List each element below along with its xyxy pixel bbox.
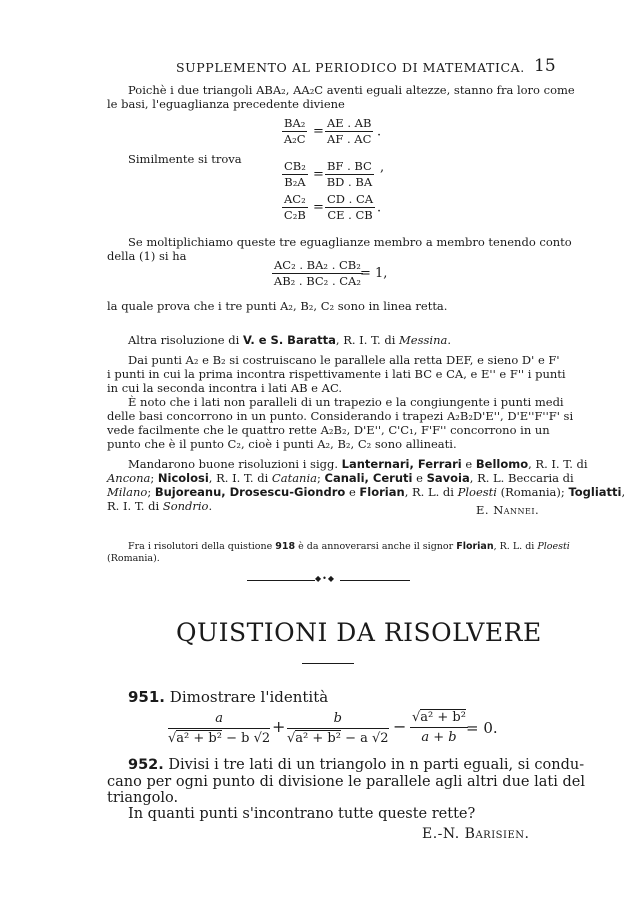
question-952-line-2: cano per ogni punto di divisione le parallele agli altri due lati del: [107, 774, 585, 790]
intro-line-2: le basi, l'eguaglianza precedente diviene: [107, 97, 345, 111]
conclusion-text: la quale prova che i tre punti A₂, B₂, C₂ sono in linea retta.: [107, 299, 448, 313]
solvers-line-4: R. I. T. di Sondrio.: [107, 499, 213, 513]
multiply-line-2: della (1) si ha: [107, 249, 187, 263]
running-header: SUPPLEMENTO AL PERIODICO DI MATEMATICA.: [176, 60, 525, 75]
section-title-rule: [302, 663, 354, 664]
question-952-line-4: In quanti punti s'incontrano tutte queste rette?: [128, 806, 476, 822]
section-title: QUISTIONI DA RISOLVERE: [176, 618, 542, 647]
solvers-line-2: Ancona; Nicolosi, R. I. T. di Catania; Canali, Ceruti e Savoia, R. L. Beccaria di: [107, 471, 574, 485]
paragraph-1-line-1: Dai punti A₂ e B₂ si costruiscano le parallele alla retta DEF, e sieno D' e F': [128, 353, 560, 367]
paragraph-2-line-2: delle basi concorrono in un punto. Considerando i trapezi A₂B₂D'E'', D'E''F''F' si: [107, 409, 574, 423]
question-952-line-1: 952. Divisi i tre lati di un triangolo in n parti eguali, si condu-: [128, 757, 585, 773]
solvers-line-3: Milano; Bujoreanu, Drosescu-Giondro e Florian, R. L. di Ploesti (Romania); Togliatti,: [107, 485, 626, 499]
note-line-1: Fra i risolutori della quistione 918 è da annoverarsi anche il signor Florian, R. L. di Ploesti: [128, 541, 570, 552]
paragraph-2-line-1: È noto che i lati non paralleli di un trapezio e la congiungente i punti medi: [128, 395, 564, 409]
paragraph-2-line-3: vede facilmente che le quattro rette A₂B₂, D'E'', C'C₁, F'F'' concorrono in un: [107, 423, 550, 437]
question-952-line-3: triangolo.: [107, 790, 179, 806]
multiply-line-1: Se moltiplichiamo queste tre eguaglianze membro a membro tenendo conto: [128, 235, 572, 249]
solvers-line-1: Mandarono buone risoluzioni i sigg. Lanternari, Ferrari e Bellomo, R. I. T. di: [128, 457, 588, 471]
page-number: 15: [534, 56, 556, 76]
similmente-text: Similmente si trova: [128, 152, 242, 166]
alt-solution-heading: Altra risoluzione di V. e S. Baratta, R. I. T. di Messina.: [128, 333, 452, 347]
note-line-2: (Romania).: [107, 553, 160, 564]
question-951-heading: 951. Dimostrare l'identità: [128, 688, 329, 706]
signature-nannei: E. Nannei.: [476, 503, 540, 517]
paragraph-1-line-2: i punti in cui la prima incontra rispettivamente i lati BC e CA, e E'' e F'' i punti: [107, 367, 566, 381]
paragraph-1-line-3: in cui la seconda incontra i lati AB e AC.: [107, 381, 342, 395]
intro-line-1: Poichè i due triangoli ABA₂, AA₂C aventi eguali altezze, stanno fra loro come: [128, 83, 575, 97]
signature-barisien: E.-N. Barisien.: [422, 826, 530, 842]
paragraph-2-line-4: punto che è il punto C₂, cioè i punti A₂, B₂, C₂ sono allineati.: [107, 437, 457, 451]
